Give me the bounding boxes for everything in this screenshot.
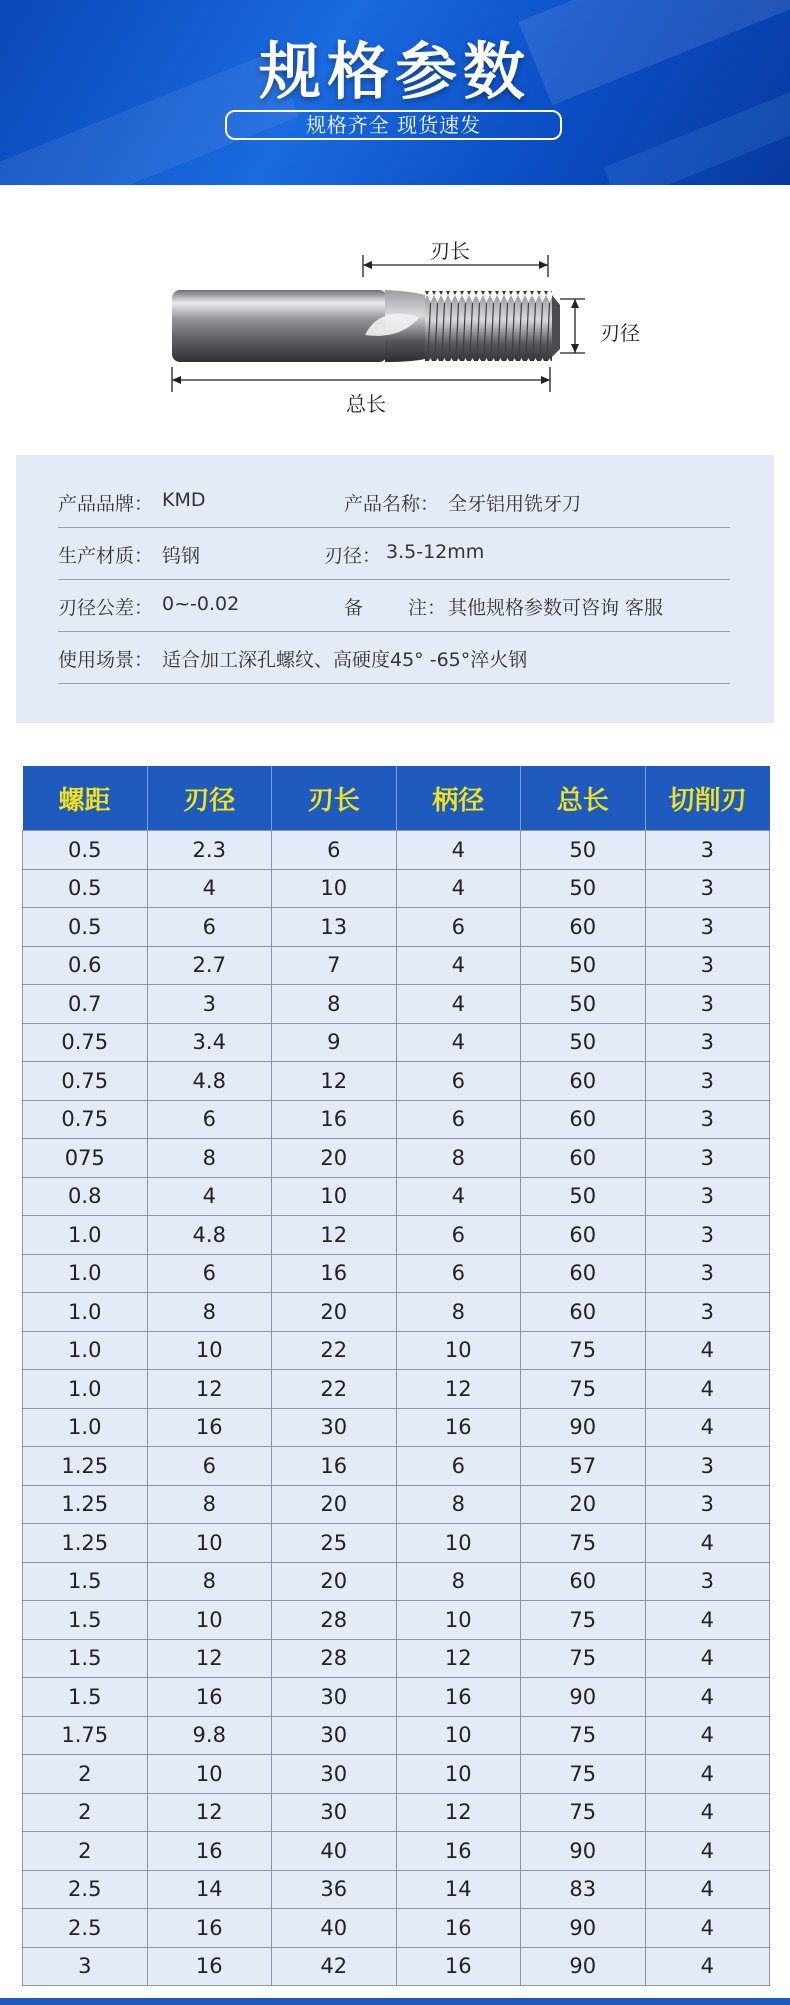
table-cell: 4 bbox=[396, 1177, 521, 1216]
table-cell: 16 bbox=[396, 1909, 521, 1948]
table-row bbox=[23, 1793, 770, 1832]
table-cell: 10 bbox=[272, 1177, 397, 1216]
table-cell: 60 bbox=[521, 908, 646, 947]
table-cell: 50 bbox=[521, 869, 646, 908]
table-cell: 4 bbox=[396, 869, 521, 908]
table-row bbox=[23, 1832, 770, 1871]
table-cell: 50 bbox=[521, 831, 646, 870]
table-cell: 14 bbox=[147, 1870, 272, 1909]
table-cell: 8 bbox=[147, 1485, 272, 1524]
note-label-a: 备 bbox=[344, 597, 364, 619]
thread-mill-illustration bbox=[0, 225, 790, 425]
table-cell: 4 bbox=[645, 1639, 770, 1678]
table-cell: 4 bbox=[645, 1601, 770, 1640]
table-cell: 3 bbox=[645, 1562, 770, 1601]
table-cell: 16 bbox=[396, 1832, 521, 1871]
table-cell: 12 bbox=[272, 1216, 397, 1255]
table-cell: 16 bbox=[272, 1100, 397, 1139]
table-cell: 20 bbox=[272, 1139, 397, 1178]
tool-thread-section bbox=[425, 291, 552, 361]
table-cell: 16 bbox=[147, 1947, 272, 1986]
column-header: 刃径 bbox=[147, 766, 272, 831]
table-cell: 10 bbox=[147, 1331, 272, 1370]
table-cell: 30 bbox=[272, 1678, 397, 1717]
table-cell: 1.0 bbox=[23, 1254, 148, 1293]
table-cell: 2.5 bbox=[23, 1870, 148, 1909]
table-cell: 3 bbox=[645, 908, 770, 947]
table-cell: 4 bbox=[645, 1870, 770, 1909]
table-cell: 12 bbox=[396, 1370, 521, 1409]
table-cell: 50 bbox=[521, 1023, 646, 1062]
table-cell: 3 bbox=[645, 1062, 770, 1101]
table-cell: 60 bbox=[521, 1100, 646, 1139]
table-cell: 4 bbox=[645, 1678, 770, 1717]
table-cell: 4 bbox=[645, 1716, 770, 1755]
table-cell: 8 bbox=[396, 1139, 521, 1178]
table-cell: 22 bbox=[272, 1370, 397, 1409]
table-row bbox=[23, 1639, 770, 1678]
tool-dimension-diagram bbox=[0, 225, 790, 425]
table-cell: 60 bbox=[521, 1216, 646, 1255]
table-cell: 2.7 bbox=[147, 946, 272, 985]
table-cell: 60 bbox=[521, 1139, 646, 1178]
table-cell: 3 bbox=[147, 985, 272, 1024]
table-cell: 10 bbox=[396, 1601, 521, 1640]
table-cell: 16 bbox=[396, 1947, 521, 1986]
table-cell: 12 bbox=[147, 1370, 272, 1409]
table-cell: 0.75 bbox=[23, 1100, 148, 1139]
banner-subtitle: 规格齐全 现货速发 bbox=[225, 110, 562, 140]
table-cell: 90 bbox=[521, 1678, 646, 1717]
table-row bbox=[23, 1216, 770, 1255]
bottom-accent-bar bbox=[0, 1998, 790, 2005]
table-row bbox=[23, 869, 770, 908]
table-row bbox=[23, 1678, 770, 1717]
table-row bbox=[23, 1177, 770, 1216]
table-cell: 10 bbox=[396, 1716, 521, 1755]
column-header: 刃长 bbox=[272, 766, 397, 831]
banner bbox=[0, 0, 790, 185]
table-row bbox=[23, 1254, 770, 1293]
table-cell: 1.25 bbox=[23, 1485, 148, 1524]
table-cell: 6 bbox=[147, 1100, 272, 1139]
table-cell: 3 bbox=[645, 1100, 770, 1139]
table-cell: 8 bbox=[147, 1293, 272, 1332]
table-cell: 12 bbox=[147, 1639, 272, 1678]
table-cell: 0.75 bbox=[23, 1062, 148, 1101]
table-cell: 8 bbox=[396, 1485, 521, 1524]
table-cell: 10 bbox=[396, 1755, 521, 1794]
table-row bbox=[23, 1370, 770, 1409]
table-cell: 1.25 bbox=[23, 1524, 148, 1563]
table-cell: 12 bbox=[147, 1793, 272, 1832]
table-cell: 3 bbox=[645, 1447, 770, 1486]
table-cell: 1.5 bbox=[23, 1562, 148, 1601]
material-label: 生产材质： bbox=[58, 545, 154, 567]
table-cell: 3 bbox=[645, 831, 770, 870]
table-cell: 4 bbox=[645, 1524, 770, 1563]
table-cell: 1.0 bbox=[23, 1293, 148, 1332]
table-cell: 4 bbox=[645, 1909, 770, 1948]
column-header: 柄径 bbox=[396, 766, 521, 831]
info-row bbox=[58, 579, 730, 632]
table-cell: 0.7 bbox=[23, 985, 148, 1024]
table-row bbox=[23, 831, 770, 870]
table-cell: 3 bbox=[645, 1254, 770, 1293]
table-row bbox=[23, 946, 770, 985]
table-row bbox=[23, 1755, 770, 1794]
table-cell: 60 bbox=[521, 1562, 646, 1601]
table-row bbox=[23, 1408, 770, 1447]
table-cell: 83 bbox=[521, 1870, 646, 1909]
table-cell: 16 bbox=[396, 1678, 521, 1717]
arrow-right-icon bbox=[539, 261, 548, 269]
table-cell: 20 bbox=[272, 1562, 397, 1601]
table-cell: 3 bbox=[645, 1293, 770, 1332]
diameter-value: 3.5-12mm bbox=[386, 541, 485, 563]
table-cell: 75 bbox=[521, 1524, 646, 1563]
table-cell: 3 bbox=[645, 1216, 770, 1255]
table-cell: 30 bbox=[272, 1793, 397, 1832]
table-row bbox=[23, 1023, 770, 1062]
table-cell: 60 bbox=[521, 1293, 646, 1332]
table-cell: 8 bbox=[147, 1139, 272, 1178]
table-cell: 10 bbox=[272, 869, 397, 908]
brand-label: 产品品牌： bbox=[58, 493, 154, 515]
table-cell: 6 bbox=[147, 1254, 272, 1293]
table-cell: 4 bbox=[645, 1832, 770, 1871]
note-value: 其他规格参数可咨询 客服 bbox=[448, 597, 664, 619]
table-cell: 6 bbox=[396, 1254, 521, 1293]
table-row bbox=[23, 1870, 770, 1909]
table-cell: 1.0 bbox=[23, 1370, 148, 1409]
table-cell: 30 bbox=[272, 1408, 397, 1447]
table-cell: 6 bbox=[147, 908, 272, 947]
table-cell: 2 bbox=[23, 1832, 148, 1871]
table-cell: 75 bbox=[521, 1370, 646, 1409]
table-cell: 16 bbox=[147, 1408, 272, 1447]
table-row bbox=[23, 985, 770, 1024]
table-cell: 12 bbox=[272, 1062, 397, 1101]
table-cell: 75 bbox=[521, 1331, 646, 1370]
table-cell: 16 bbox=[147, 1678, 272, 1717]
table-cell: 1.5 bbox=[23, 1678, 148, 1717]
table-cell: 4 bbox=[396, 985, 521, 1024]
table-cell: 8 bbox=[396, 1293, 521, 1332]
table-cell: 16 bbox=[396, 1408, 521, 1447]
table-cell: 3 bbox=[645, 946, 770, 985]
table-cell: 75 bbox=[521, 1755, 646, 1794]
table-row bbox=[23, 1100, 770, 1139]
table-cell: 60 bbox=[521, 1254, 646, 1293]
table-cell: 90 bbox=[521, 1832, 646, 1871]
usage-label: 使用场景： bbox=[58, 649, 154, 671]
table-cell: 3 bbox=[645, 1139, 770, 1178]
total-length-label: 总长 bbox=[346, 392, 386, 416]
table-cell: 6 bbox=[396, 1100, 521, 1139]
table-row bbox=[23, 1562, 770, 1601]
table-cell: 3 bbox=[645, 985, 770, 1024]
table-cell: 90 bbox=[521, 1947, 646, 1986]
arrow-right-icon bbox=[541, 376, 550, 384]
table-cell: 6 bbox=[272, 831, 397, 870]
table-cell: 6 bbox=[396, 1062, 521, 1101]
table-cell: 90 bbox=[521, 1408, 646, 1447]
table-cell: 12 bbox=[396, 1793, 521, 1832]
table-cell: 10 bbox=[396, 1524, 521, 1563]
table-cell: 75 bbox=[521, 1639, 646, 1678]
table-cell: 4.8 bbox=[147, 1216, 272, 1255]
arrow-left-icon bbox=[172, 376, 181, 384]
table-cell: 28 bbox=[272, 1601, 397, 1640]
table-cell: 50 bbox=[521, 1177, 646, 1216]
info-row bbox=[58, 527, 730, 580]
table-row bbox=[23, 1909, 770, 1948]
table-cell: 20 bbox=[272, 1293, 397, 1332]
table-cell: 50 bbox=[521, 946, 646, 985]
table-cell: 3.4 bbox=[147, 1023, 272, 1062]
table-body bbox=[23, 831, 770, 1986]
tolerance-label: 刃径公差： bbox=[58, 597, 154, 619]
table-cell: 4 bbox=[396, 946, 521, 985]
table-cell: 1.0 bbox=[23, 1331, 148, 1370]
table-row bbox=[23, 1947, 770, 1986]
table-row bbox=[23, 1139, 770, 1178]
table-cell: 20 bbox=[521, 1485, 646, 1524]
table-cell: 4.8 bbox=[147, 1062, 272, 1101]
table-cell: 1.25 bbox=[23, 1447, 148, 1486]
table-row bbox=[23, 1293, 770, 1332]
blade-length-label: 刃长 bbox=[430, 239, 470, 263]
info-row bbox=[58, 631, 730, 684]
table-cell: 4 bbox=[645, 1370, 770, 1409]
table-cell: 4 bbox=[645, 1755, 770, 1794]
table-cell: 7 bbox=[272, 946, 397, 985]
info-row bbox=[58, 475, 730, 528]
table-cell: 75 bbox=[521, 1601, 646, 1640]
table-cell: 4 bbox=[645, 1793, 770, 1832]
table-cell: 4 bbox=[645, 1408, 770, 1447]
table-cell: 10 bbox=[147, 1755, 272, 1794]
product-info-panel bbox=[16, 455, 774, 723]
table-cell: 22 bbox=[272, 1331, 397, 1370]
column-header: 螺距 bbox=[23, 766, 148, 831]
table-cell: 36 bbox=[272, 1870, 397, 1909]
arrow-down-icon bbox=[571, 344, 579, 353]
table-cell: 90 bbox=[521, 1909, 646, 1948]
table-cell: 0.5 bbox=[23, 869, 148, 908]
table-cell: 1.0 bbox=[23, 1216, 148, 1255]
table-cell: 4 bbox=[147, 1177, 272, 1216]
page-title: 规格参数 bbox=[258, 35, 531, 108]
table-cell: 16 bbox=[272, 1447, 397, 1486]
table-cell: 2.5 bbox=[23, 1909, 148, 1948]
tool-shank bbox=[172, 290, 387, 362]
product-name-label: 产品名称： bbox=[344, 493, 440, 515]
table-cell: 57 bbox=[521, 1447, 646, 1486]
table-cell: 3 bbox=[645, 869, 770, 908]
brand-value: KMD bbox=[162, 489, 206, 511]
table-cell: 25 bbox=[272, 1524, 397, 1563]
table-row bbox=[23, 1524, 770, 1563]
table-cell: 2.3 bbox=[147, 831, 272, 870]
table-row bbox=[23, 1447, 770, 1486]
column-header: 总长 bbox=[521, 766, 646, 831]
table-cell: 4 bbox=[396, 831, 521, 870]
table-cell: 75 bbox=[521, 1793, 646, 1832]
table-cell: 8 bbox=[147, 1562, 272, 1601]
arrow-up-icon bbox=[571, 299, 579, 308]
table-cell: 16 bbox=[147, 1832, 272, 1871]
table-cell: 14 bbox=[396, 1870, 521, 1909]
table-row bbox=[23, 1485, 770, 1524]
table-cell: 2 bbox=[23, 1755, 148, 1794]
diameter-label: 刃径： bbox=[324, 545, 382, 567]
table-cell: 6 bbox=[396, 1447, 521, 1486]
table-cell: 1.0 bbox=[23, 1408, 148, 1447]
table-cell: 16 bbox=[272, 1254, 397, 1293]
table-cell: 4 bbox=[396, 1023, 521, 1062]
product-name-value: 全牙铝用铣牙刀 bbox=[448, 493, 582, 515]
table-cell: 6 bbox=[396, 908, 521, 947]
table-cell: 3 bbox=[645, 1177, 770, 1216]
table-cell: 3 bbox=[645, 1485, 770, 1524]
table-cell: 40 bbox=[272, 1832, 397, 1871]
table-row bbox=[23, 908, 770, 947]
table-header-row bbox=[23, 766, 770, 831]
table-cell: 0.6 bbox=[23, 946, 148, 985]
table-cell: 4 bbox=[147, 869, 272, 908]
table-row bbox=[23, 1601, 770, 1640]
table-cell: 20 bbox=[272, 1485, 397, 1524]
table-cell: 1.5 bbox=[23, 1639, 148, 1678]
spec-table bbox=[22, 766, 770, 1986]
table-cell: 0.8 bbox=[23, 1177, 148, 1216]
table-row bbox=[23, 1716, 770, 1755]
table-cell: 42 bbox=[272, 1947, 397, 1986]
table-cell: 0.5 bbox=[23, 831, 148, 870]
table-cell: 10 bbox=[396, 1331, 521, 1370]
column-header: 切削刃 bbox=[645, 766, 770, 831]
table-cell: 30 bbox=[272, 1755, 397, 1794]
table-cell: 3 bbox=[645, 1023, 770, 1062]
table-cell: 9 bbox=[272, 1023, 397, 1062]
table-cell: 1.75 bbox=[23, 1716, 148, 1755]
table-cell: 8 bbox=[396, 1562, 521, 1601]
note-label-b: 注： bbox=[408, 597, 447, 619]
table-cell: 10 bbox=[147, 1601, 272, 1640]
table-cell: 13 bbox=[272, 908, 397, 947]
tool-tip bbox=[552, 295, 560, 357]
table-cell: 6 bbox=[396, 1216, 521, 1255]
table-row bbox=[23, 1331, 770, 1370]
table-cell: 6 bbox=[147, 1447, 272, 1486]
table-cell: 50 bbox=[521, 985, 646, 1024]
tolerance-value: 0~-0.02 bbox=[162, 593, 240, 615]
table-cell: 16 bbox=[147, 1909, 272, 1948]
table-cell: 0.75 bbox=[23, 1023, 148, 1062]
table-cell: 60 bbox=[521, 1062, 646, 1101]
arrow-left-icon bbox=[363, 261, 372, 269]
table-cell: 75 bbox=[521, 1716, 646, 1755]
table-cell: 4 bbox=[645, 1331, 770, 1370]
table-cell: 1.5 bbox=[23, 1601, 148, 1640]
table-cell: 10 bbox=[147, 1524, 272, 1563]
material-value: 钨钢 bbox=[162, 545, 201, 567]
table-cell: 0.5 bbox=[23, 908, 148, 947]
table-row bbox=[23, 1062, 770, 1101]
table-cell: 12 bbox=[396, 1639, 521, 1678]
blade-diameter-label: 刃径 bbox=[600, 321, 640, 345]
table-cell: 8 bbox=[272, 985, 397, 1024]
usage-value: 适合加工深孔螺纹、高硬度45° -65°淬火钢 bbox=[162, 649, 528, 671]
table-cell: 4 bbox=[645, 1947, 770, 1986]
table-cell: 9.8 bbox=[147, 1716, 272, 1755]
table-cell: 2 bbox=[23, 1793, 148, 1832]
table-cell: 3 bbox=[23, 1947, 148, 1986]
table-cell: 28 bbox=[272, 1639, 397, 1678]
table-cell: 30 bbox=[272, 1716, 397, 1755]
table-cell: 075 bbox=[23, 1139, 148, 1178]
table-cell: 40 bbox=[272, 1909, 397, 1948]
